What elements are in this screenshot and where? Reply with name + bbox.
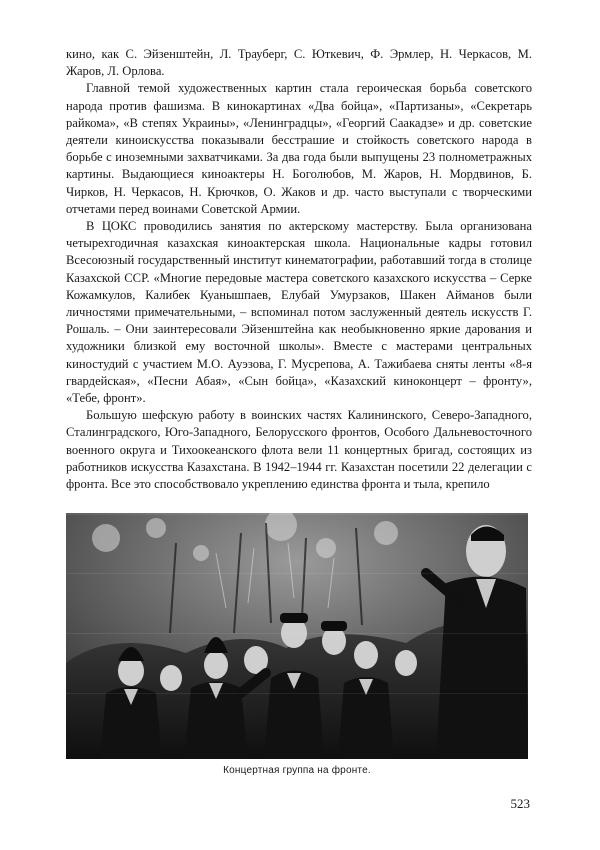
paragraph-4: Большую шефскую работу в воинских частях Калининского, Северо-Западного, Сталинградского, Юго-Западного, Белорусского фронтов, Особого Дальневосточного военного округа и Тихоокеанского флота вели 11 концертных бригад, состоящих из работников искусства Казахстана. В 1942–1944 гг. Казахстан посетили 22 делегации с фронта. Все это способствовало укреплению единства фронта и тыла, крепило [66, 408, 532, 492]
paragraph-1: кино, как С. Эйзенштейн, Л. Трауберг, С. Юткевич, Ф. Эрмлер, Н. Черкасов, М. Жаров, Л. Орлова. [66, 47, 532, 79]
paragraph-2: Главной темой художественных картин стала героическая борьба советского народа против фашизма. В кинокартинах «Два бойца», «Партизаны», «Секретарь райкома», «В степях Украины», «Ленинградцы», «Георгий Саакадзе» и др. советские деятели киноискусства показывали бесстрашие и стойкость советского народа в борьбе с иноземными захватчиками. За два года были выпущены 23 полнометражных картины. Выдающиеся киноактеры Н. Боголюбов, М. Жаров, Н. Мордвинов, Б. Чирков, Н. Черкасов, Н. Крючков, О. Жаков и др. часто выступали с творческими отчетами перед воинами Советской Армии. [66, 81, 532, 216]
paragraph-3: В ЦОКС проводились занятия по актерскому мастерству. Была организована четырехгодичная казахская киноактерская школа. Национальные кадры готовил Всесоюзный государственный институт кинематографии, работавший тогда в столице Казахской ССР. «Многие передовые мастера советского казахского искусства – Серке Кожамкулов, Калибек Куанышпаев, Елубай Умурзаков, Шакен Айманов были личностями примечательными, – вспоминал потом заслуженный деятель искусств Г. Рошаль. – Они заинтересовали Эйзенштейна как необыкновенно яркие дарования и художники близкой ему восточной школы». Вместе с мастерами центральных киностудий с участием М.О. Ауэзова, Г. Мусрепова, А. Тажибаева сняты ленты «8-я гвардейская», «Песни Абая», «Сын бойца», «Казахский киноконцерт – фронту», «Тебе, фронт». [66, 219, 532, 406]
page-number: 523 [510, 796, 530, 811]
concert-group-photo [66, 513, 528, 759]
photo-illustration [66, 513, 528, 759]
body-text [66, 46, 532, 493]
photo-caption: Концертная группа на фронте. [223, 765, 371, 776]
